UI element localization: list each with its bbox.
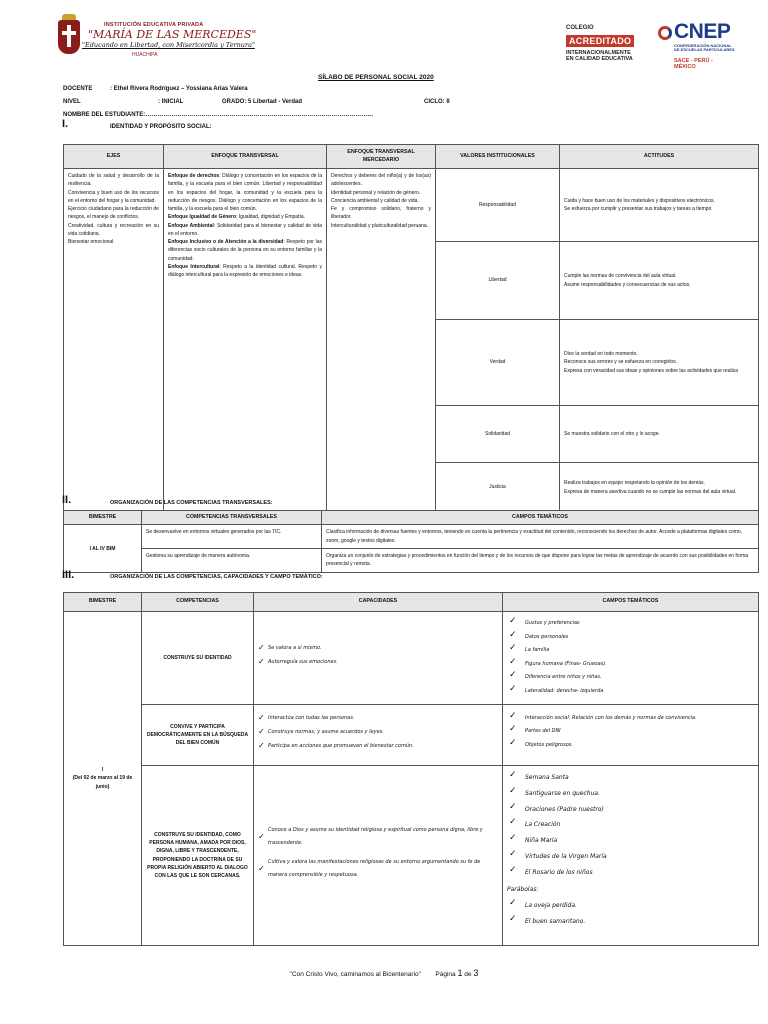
check-icon: ✓ — [509, 833, 517, 844]
check-icon: ✓ — [258, 863, 265, 873]
check-icon: ✓ — [509, 864, 517, 875]
section-1-number: I. — [62, 118, 69, 130]
header-mercedario: ENFOQUE TRANSVERSAL MERCEDARIO — [327, 145, 436, 169]
check-icon: ✓ — [258, 712, 265, 722]
bimestre-cell — [64, 612, 142, 946]
campo-item — [507, 616, 754, 627]
eje-item: Convivencia y buen uso de los recursos en el entorno del hogar y la comunidad. — [68, 189, 159, 204]
actitudes-cell — [560, 463, 759, 513]
competencia-cell: CONSTRUYE SU IDENTIDAD, COMO PERSONA HUMANA, AMADA POR DIOS, DIGNA, LIBRE Y TRASCENDENTE, PROPONIENDO LA DOCTRINA DE SU PROPIA RELIGIÓN ABIERTO AL DIALOGO CON LAS QUE LE SON CERCANAS. — [142, 766, 254, 946]
campo-item — [507, 833, 754, 845]
campo-text: El Rosario de los niños — [525, 868, 593, 876]
capacidad-text: Se valora a sí mismo. — [268, 644, 322, 651]
check-icon: ✓ — [509, 629, 517, 640]
check-icon: ✓ — [258, 642, 265, 652]
check-icon: ✓ — [258, 831, 265, 841]
actitudes-cell — [560, 320, 759, 406]
campo-item — [507, 683, 754, 695]
campo-item — [507, 737, 754, 749]
identity-table — [63, 144, 759, 513]
header-competencias: COMPETENCIAS TRANSVERSALES — [142, 511, 322, 525]
page-header — [0, 0, 768, 72]
actitud-item: Se esfuerza por cumplir y presentar sus trabajos y tareas a tiempo. — [564, 206, 713, 212]
campo-text: Diferencia entre niños y niñas. — [525, 674, 602, 680]
campo-item — [507, 817, 754, 829]
competencia-cell: CONSTRUYE SU IDENTIDAD — [142, 612, 254, 705]
enfoque-name: Enfoque Ambiental — [168, 222, 214, 229]
nivel-label: NIVEL — [63, 99, 81, 105]
section-2-number: II. — [62, 494, 72, 506]
header-ejes: EJES — [64, 145, 164, 169]
actitud-item: Realiza trabajos en equipo respetando la opinión de los demás. — [564, 480, 705, 487]
accreditation-badge — [566, 25, 658, 62]
mercedario-cell — [327, 169, 436, 513]
campo-item — [507, 785, 754, 798]
campo-text: Semana Santa — [525, 774, 569, 781]
campos-cell: Organiza un conjunto de estrategias y procedimientos en función del tiempo y de los recursos de que dispone para lograr las metas de aprendizaje de acuerdo con sus posibilidades en forma presencial y remota. — [322, 548, 759, 572]
transversal-table — [63, 510, 759, 573]
header-campos: CAMPOS TEMÁTICOS — [322, 511, 759, 525]
page-total: 3 — [473, 968, 479, 978]
capacidad-item — [258, 658, 498, 666]
competencias-table — [63, 592, 759, 946]
doc-title: SÍLABO DE PERSONAL SOCIAL 2020 — [318, 74, 434, 81]
campo-text: La familia — [525, 647, 550, 653]
check-icon: ✓ — [509, 616, 517, 626]
mercedario-item: Conciencia ambiental y calidad de vida. — [331, 197, 419, 204]
parabola-item — [507, 914, 754, 926]
estudiante-field: NOMBRE DEL ESTUDIANTE:…………………………………………………………………………………………………… — [63, 112, 374, 118]
campo-text: Lateralidad: derecha- izquierda — [525, 687, 604, 694]
school-motto: "Educando en Libertad, con Misericordia y Ternura" — [82, 41, 255, 49]
valor-cell: Solidaridad — [436, 406, 560, 463]
mercedario-item: Interculturalidad y pluriculturalidad peruana. — [331, 222, 429, 229]
campos-cell — [503, 766, 759, 946]
check-icon: ✓ — [509, 898, 517, 909]
mercedario-item: Identidad personal y relación de género. — [331, 189, 421, 196]
header-enfoque: ENFOQUE TRANSVERSAL — [164, 145, 327, 169]
capacidad-text: Construye normas, y asume acuerdos y leyes. — [268, 728, 384, 735]
enfoque-name: Enfoque Inclusivo o de Atención a la diversidad — [168, 239, 284, 245]
capacidad-text: Participa en acciones que promueven el bienestar común. — [268, 743, 414, 750]
actitud-item: Expresa con veracidad sus ideas y opiniones sobre las actividades que realiza — [564, 367, 738, 374]
check-icon: ✓ — [509, 643, 517, 653]
ciclo-value: CICLO: II — [424, 99, 450, 105]
enfoque-text: : Diálogo y concertación en los espacios de la familia, y la escuela para el bien común. Libertad y responsabilidad en los espacios del hogar, la comunidad y la escuela para la reducción de riesgos. Diálogo y concertación en los espacios de la familia, y la escuela para el bien común. — [168, 173, 322, 212]
actitud-item: Dice la verdad en todo momento. — [564, 351, 638, 358]
school-type: INSTITUCIÓN EDUCATIVA PRIVADA — [104, 22, 204, 28]
check-icon: ✓ — [509, 817, 517, 828]
campo-text: Santiguarse en quechua. — [525, 789, 600, 797]
campo-text: Gustos y preferencias — [525, 620, 580, 626]
actitud-item: Reconoce sus errores y se esfuerza en corregirlos. — [564, 359, 678, 366]
actitud-item: Se muestra solidario con el otro y lo acoge. — [564, 430, 660, 437]
eje-item: Cuidado de la salud y desarrollo de la resiliencia. — [68, 173, 159, 188]
section-2-title: ORGANIZACIÓN DE LAS COMPETENCIAS TRANSVERSALES: — [110, 500, 273, 506]
capacidad-item — [258, 644, 498, 652]
check-icon: ✓ — [509, 683, 517, 694]
parabolas-label: Parábolas: — [507, 885, 539, 893]
capacidad-item — [258, 728, 498, 736]
check-icon: ✓ — [258, 657, 265, 666]
valor-cell: Libertad — [436, 242, 560, 320]
footer-motto: "Con Cristo Vivo, caminamos al Bicentenario" — [289, 971, 421, 978]
school-city: HUACHIPA — [132, 52, 158, 58]
campo-item — [507, 801, 754, 814]
valor-cell: Verdad — [436, 320, 560, 406]
campos-cell — [503, 705, 759, 766]
enfoque-name: Enfoque de derechos — [168, 173, 220, 179]
capacidad-item — [258, 824, 498, 850]
enfoque-text: : Solidaridad para el bienestar y calidad de vida en el entorno. — [168, 222, 322, 237]
actitud-item: Asume responsabilidades y consecuencias de sus actos. — [564, 281, 691, 288]
header-bimestre: BIMESTRE — [64, 593, 142, 612]
docente-label: DOCENTE — [63, 86, 93, 92]
check-icon: ✓ — [509, 670, 517, 680]
cnep-sace: SACE - PERÚ - MÉXICO — [674, 58, 713, 70]
campo-item — [507, 724, 754, 735]
check-icon: ✓ — [509, 710, 517, 721]
ejes-cell — [64, 169, 164, 513]
parabola-text: La oveja perdida. — [525, 902, 577, 910]
school-name: "MARÍA DE LAS MERCEDES" — [88, 28, 257, 41]
page-label: Página — [435, 971, 456, 978]
parabola-item — [507, 898, 754, 910]
bimestre-dates: (Del 02 de marzo al 19 de junio) — [72, 775, 133, 790]
header-campos: CAMPOS TEMÁTICOS — [503, 593, 759, 612]
campo-text: Objetos peligrosos. — [525, 741, 573, 748]
eje-item: Ejercicio ciudadano para la reducción de riesgos, el manejo de conflictos. — [68, 206, 159, 221]
competencia-cell: CONVIVE Y PARTICIPA DEMOCRÁTICAMENTE EN LA BÚSQUEDA DEL BIEN COMÚN — [142, 705, 254, 766]
mercedario-item: Fe y compromiso solidario, fraterno y liberador. — [331, 206, 431, 221]
campo-text: Niña María — [525, 837, 558, 845]
campo-text: Figura humana (Finas- Gruesas). — [525, 660, 607, 667]
capacidad-item — [258, 742, 498, 750]
eje-item: Creatividad, cultura y recreación en su vida cotidiana. — [68, 222, 159, 237]
enfoque-item — [168, 222, 322, 239]
capacidad-item — [258, 714, 498, 722]
campo-item — [507, 848, 754, 861]
docente-value: : Ethel Rivera Rodríguez – Yossiana Arias Valera — [110, 86, 248, 92]
enfoque-name: Enfoque Igualdad de Género — [168, 214, 237, 221]
campos-cell — [503, 612, 759, 705]
actitudes-cell — [560, 242, 759, 320]
check-icon: ✓ — [509, 848, 517, 859]
campo-text: Partes del DNI — [525, 728, 561, 735]
competencia-cell: Se desenvuelve en entornos virtuales generados por las TIC. — [142, 525, 322, 549]
cnep-badge-icon — [658, 26, 672, 40]
check-icon: ✓ — [509, 770, 517, 780]
campo-item — [507, 864, 754, 877]
competencia-cell: Gestiona su aprendizaje de manera autónoma. — [142, 548, 322, 572]
campo-text: Oraciones (Padre nuestro) — [525, 805, 604, 813]
enfoque-item — [168, 213, 322, 221]
capacidades-cell — [254, 766, 503, 946]
capacidad-text: Cultiva y valora las manifestaciones religiosas de su entorno argumentando su fe de manera comprensible y respetuosa. — [268, 858, 481, 878]
check-icon: ✓ — [258, 741, 265, 751]
nivel-value: : INICIAL — [158, 99, 184, 105]
accreditation-line: ACREDITADO — [566, 35, 634, 47]
enfoque-text: : Respeto a la identidad cultural. Respeto y diálogo intercultural para la expresión de emociones e ideas. — [168, 263, 322, 278]
campo-item — [507, 643, 754, 654]
campo-text: Virtudes de la Virgen María — [525, 852, 607, 860]
section-3-number: III. — [62, 569, 75, 581]
enfoque-item — [168, 172, 322, 213]
enfoque-text: : Respeto por las diferencias socio culturales de la persona en su entorno familiar y la comunidad. — [168, 239, 322, 262]
check-icon: ✓ — [509, 914, 517, 925]
check-icon: ✓ — [509, 785, 517, 796]
capacidades-cell — [254, 612, 503, 705]
enfoque-name: Enfoque Intercultural — [168, 263, 220, 270]
page-of: de — [464, 971, 472, 978]
grado-value: GRADO: 5 Libertad - Verdad — [222, 99, 303, 105]
enfoque-item — [168, 263, 322, 280]
campo-text: La Creación — [525, 821, 561, 829]
accreditation-line: INTERNACIONALMENTE — [566, 50, 631, 56]
header-actitudes: ACTITUDES — [560, 145, 759, 169]
capacidad-text: Conoce a Dios y asume su identidad religiosa y espiritual como persona digna, libre y trascendente. — [268, 826, 483, 846]
page-number: 1 — [457, 968, 463, 978]
campos-cell: Clasifica información de diversas fuentes y entornos, teniendo en cuenta la pertinencia y exactitud del contenido, reconociendo los derechos de autor. Accede a plataformas digitales como, zoom, google y textos digitales. — [322, 525, 759, 549]
check-icon: ✓ — [509, 737, 517, 748]
check-icon: ✓ — [509, 724, 517, 735]
header-capacidades: CAPACIDADES — [254, 593, 503, 612]
eje-item: Bienestar emocional — [68, 239, 114, 245]
accreditation-line: EN CALIDAD EDUCATIVA — [566, 56, 633, 62]
header-valores: VALORES INSTITUCIONALES — [436, 145, 560, 169]
campo-item — [507, 710, 754, 722]
accreditation-line: COLEGIO — [566, 25, 594, 31]
actitud-item: Cuida y hace buen uso de los materiales y dispositivos electrónicos. — [564, 197, 715, 204]
campo-item — [507, 770, 754, 782]
header-bimestre: BIMESTRE — [64, 511, 142, 525]
campo-item — [507, 656, 754, 668]
actitud-item: Cumple las normas de convivencia del aula virtual. — [564, 273, 677, 280]
section-3-title: ORGANIZACIÓN DE LAS COMPETENCIAS, CAPACIDADES Y CAMPO TEMÁTICO: — [110, 574, 323, 580]
actitudes-cell — [560, 169, 759, 242]
bimestre-cell: I AL IV BIM — [64, 525, 142, 573]
campo-item — [507, 629, 754, 641]
cnep-name: CNEP — [674, 20, 731, 43]
header-competencias: COMPETENCIAS — [142, 593, 254, 612]
capacidades-cell — [254, 705, 503, 766]
campo-text: Datos personales — [525, 633, 569, 640]
school-crest-icon — [58, 20, 80, 54]
check-icon: ✓ — [509, 801, 517, 812]
capacidad-text: Autorregula sus emociones. — [268, 659, 338, 665]
check-icon: ✓ — [258, 726, 265, 736]
section-1-title: IDENTIDAD Y PROPÓSITO SOCIAL: — [110, 124, 212, 130]
campo-item — [507, 670, 754, 681]
campo-text: Interacción social: Relación con los demás y normas de convivencia. — [525, 714, 697, 721]
actitud-item: Expresa de manera asertiva cuando no se cumple las normas del aula virtual. — [564, 488, 737, 495]
valor-cell: Responsabilidad — [436, 169, 560, 242]
capacidad-item — [258, 856, 498, 882]
enfoque-item — [168, 238, 322, 263]
page-footer — [0, 968, 768, 978]
mercedario-item: Derechos y deberes del niño(a) y de los(as) adolescentes. — [331, 173, 431, 188]
cnep-subtitle: CONFEDERACIÓN NACIONAL DE ESCUELAS PARTICULARES — [674, 43, 735, 53]
check-icon: ✓ — [509, 656, 517, 667]
bimestre-number: I — [101, 767, 104, 774]
actitudes-cell — [560, 406, 759, 463]
enfoque-text: : Igualdad, dignidad y Empatía. — [236, 214, 305, 221]
valor-cell: Justicia — [436, 463, 560, 513]
capacidad-text: Interactúa con todas las personas. — [268, 714, 355, 721]
parabola-text: El buen samaritano. — [525, 918, 586, 926]
enfoque-cell — [164, 169, 327, 513]
